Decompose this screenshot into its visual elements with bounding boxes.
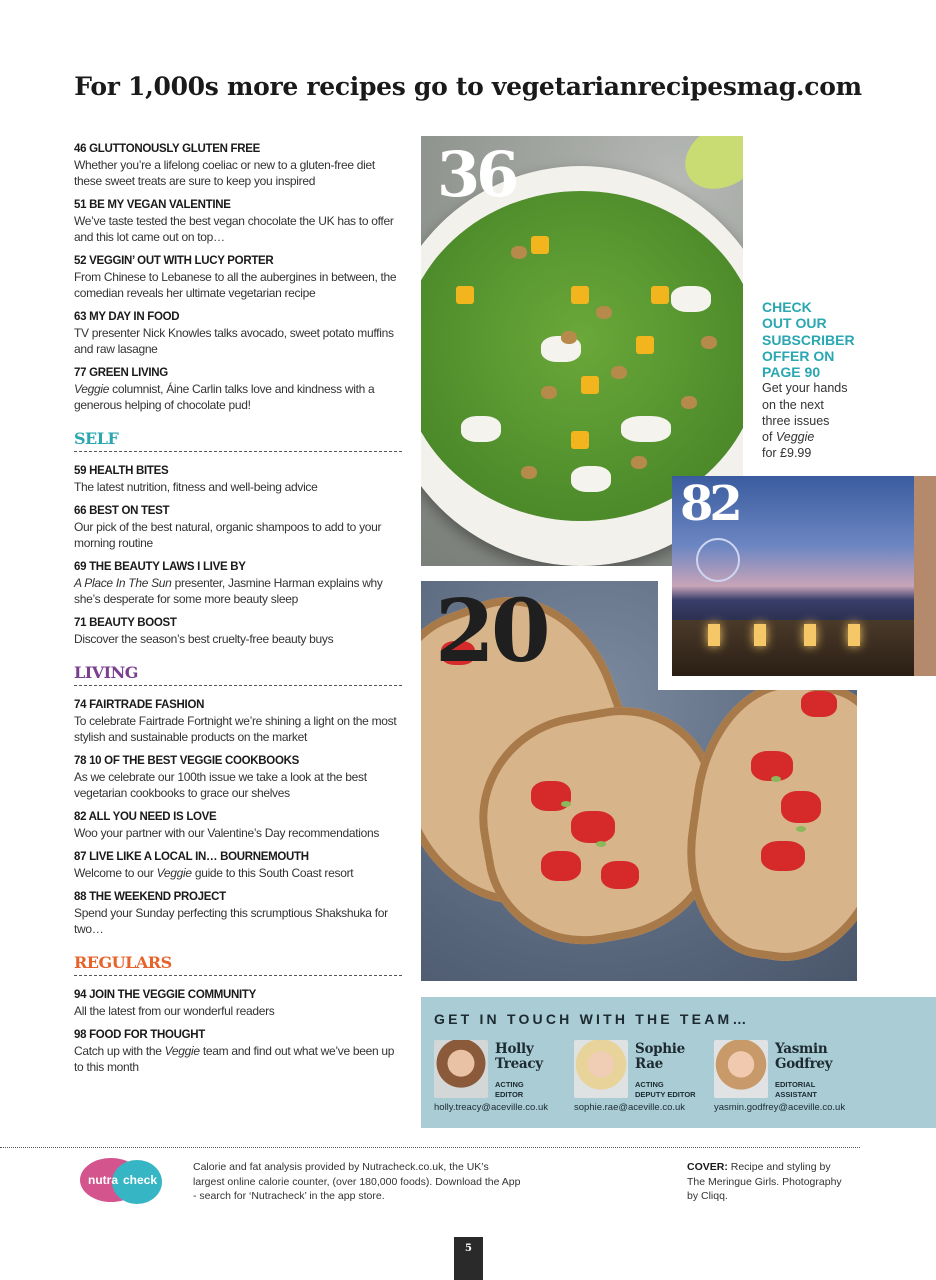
strawberry xyxy=(801,691,837,717)
logo-text-nutra: nutra xyxy=(88,1173,118,1187)
pumpkin-seed xyxy=(796,826,806,832)
entry-description: From Chinese to Lebanese to all the aubergines in between, the comedian reveals her ultimate vegetarian recipe xyxy=(74,270,397,300)
mango-cube xyxy=(636,336,654,354)
page-number-overlay: 20 xyxy=(435,581,547,682)
contents-entry[interactable] xyxy=(74,560,402,607)
avatar xyxy=(434,1040,488,1098)
entry-title: 46 GLUTTONOUSLY GLUTEN FREE xyxy=(74,143,260,155)
contents-entry[interactable] xyxy=(74,988,402,1019)
granola-piece xyxy=(561,331,577,344)
entry-title: 88 THE WEEKEND PROJECT xyxy=(74,891,226,903)
coconut-flake xyxy=(461,416,501,442)
contents-entry[interactable] xyxy=(74,810,402,841)
member-role: EDITORIAL ASSISTANT xyxy=(775,1080,817,1099)
promo-heading: CHECK OUT OUR SUBSCRIBER OFFER ON PAGE 90 xyxy=(762,299,855,381)
coconut-flake xyxy=(621,416,671,442)
entry-title: 52 VEGGIN’ OUT WITH LUCY PORTER xyxy=(74,255,274,267)
entry-description: A Place In The Sun presenter, Jasmine Harman explains why she’s desperate for some more beauty sleep xyxy=(74,576,383,606)
strawberry xyxy=(601,861,639,889)
lantern xyxy=(804,624,816,646)
strawberry xyxy=(571,811,615,843)
mango-cube xyxy=(581,376,599,394)
member-name: Holly Treacy xyxy=(495,1041,543,1072)
mango-cube xyxy=(571,431,589,449)
member-role: ACTING EDITOR xyxy=(495,1080,524,1099)
entry-description: Discover the season’s best cruelty-free beauty buys xyxy=(74,632,334,646)
mango-cube xyxy=(456,286,474,304)
granola-piece xyxy=(681,396,697,409)
pumpkin-seed xyxy=(771,776,781,782)
entry-title: 94 JOIN THE VEGGIE COMMUNITY xyxy=(74,989,257,1001)
granola-piece xyxy=(631,456,647,469)
entry-title: 98 FOOD FOR THOUGHT xyxy=(74,1029,206,1041)
member-name: Yasmin Godfrey xyxy=(775,1041,833,1072)
mango-cube xyxy=(651,286,669,304)
logo-text-check: check xyxy=(123,1173,158,1187)
granola-piece xyxy=(521,466,537,479)
page-number-overlay: 82 xyxy=(680,476,739,532)
entry-title: 78 10 OF THE BEST VEGGIE COOKBOOKS xyxy=(74,755,299,767)
contents-entry[interactable] xyxy=(74,754,402,801)
subscriber-promo[interactable] xyxy=(762,299,872,462)
entry-title: 51 BE MY VEGAN VALENTINE xyxy=(74,199,231,211)
member-email[interactable]: holly.treacy@aceville.co.uk xyxy=(434,1102,549,1113)
granola-piece xyxy=(596,306,612,319)
section-heading-regulars: REGULARS xyxy=(74,953,402,976)
entry-description: The latest nutrition, fitness and well-being advice xyxy=(74,480,318,494)
lantern xyxy=(848,624,860,646)
page-number: 5 xyxy=(454,1237,483,1280)
section-heading-living: LIVING xyxy=(74,663,402,686)
entry-title: 74 FAIRTRADE FASHION xyxy=(74,699,205,711)
section-heading-self: SELF xyxy=(74,429,402,452)
entry-description: We’ve taste tested the best vegan chocolate the UK has to offer and this lot came out on top… xyxy=(74,214,394,244)
entry-title: 59 HEALTH BITES xyxy=(74,465,169,477)
entry-title: 82 ALL YOU NEED IS LOVE xyxy=(74,811,217,823)
pumpkin-seed xyxy=(561,801,571,807)
entry-title: 69 THE BEAUTY LAWS I LIVE BY xyxy=(74,561,246,573)
member-email[interactable]: yasmin.godfrey@aceville.co.uk xyxy=(714,1102,846,1113)
granola-piece xyxy=(611,366,627,379)
contents-entry[interactable] xyxy=(74,142,402,189)
entry-description: All the latest from our wonderful readers xyxy=(74,1004,275,1018)
avatar xyxy=(574,1040,628,1098)
lantern xyxy=(754,624,766,646)
member-name: Sophie Rae xyxy=(635,1041,685,1072)
entry-description: TV presenter Nick Knowles talks avocado, sweet potato muffins and raw lasagne xyxy=(74,326,394,356)
page-number-overlay: 36 xyxy=(437,138,516,211)
granola-piece xyxy=(511,246,527,259)
entry-description: Veggie columnist, Áine Carlin talks love and kindness with a generous helping of chocolate pud! xyxy=(74,382,375,412)
page-headline: For 1,000s more recipes go to vegetarianrecipesmag.com xyxy=(74,72,862,101)
entry-title: 63 MY DAY IN FOOD xyxy=(74,311,180,323)
entry-description: Spend your Sunday perfecting this scrumptious Shakshuka for two… xyxy=(74,906,388,936)
contents-list xyxy=(74,142,402,1084)
strawberry xyxy=(781,791,821,823)
window-frame xyxy=(914,476,936,676)
team-contact-box xyxy=(421,997,936,1128)
contents-entry[interactable] xyxy=(74,254,402,301)
mango-cube xyxy=(531,236,549,254)
contents-entry[interactable] xyxy=(74,1028,402,1075)
entry-description: As we celebrate our 100th issue we take a look at the best vegetarian cookbooks to grace our shelves xyxy=(74,770,367,800)
mango-cube xyxy=(571,286,589,304)
granola-piece xyxy=(701,336,717,349)
lime-wedge xyxy=(673,136,743,202)
coconut-flake xyxy=(671,286,711,312)
pumpkin-seed xyxy=(596,841,606,847)
contents-entry[interactable] xyxy=(74,850,402,881)
contents-entry[interactable] xyxy=(74,310,402,357)
entry-description: To celebrate Fairtrade Fortnight we’re shining a light on the most stylish and sustainable products on the market xyxy=(74,714,397,744)
member-role: ACTING DEPUTY EDITOR xyxy=(635,1080,696,1099)
london-eye xyxy=(696,538,740,582)
entry-description: Our pick of the best natural, organic shampoos to add to your morning routine xyxy=(74,520,382,550)
entry-title: 77 GREEN LIVING xyxy=(74,367,168,379)
contents-entry[interactable] xyxy=(74,616,402,647)
strawberry xyxy=(541,851,581,881)
entry-description: Catch up with the Veggie team and find out what we’ve been up to this month xyxy=(74,1044,395,1074)
entry-description: Welcome to our Veggie guide to this South Coast resort xyxy=(74,866,354,880)
entry-title: 66 BEST ON TEST xyxy=(74,505,170,517)
nutracheck-logo[interactable] xyxy=(80,1158,162,1206)
team-title: GET IN TOUCH WITH THE TEAM… xyxy=(434,1011,750,1027)
entry-title: 71 BEAUTY BOOST xyxy=(74,617,177,629)
contents-entry[interactable] xyxy=(74,464,402,495)
photo-london-terrace[interactable] xyxy=(672,476,936,676)
avatar xyxy=(714,1040,768,1098)
contents-entry[interactable] xyxy=(74,504,402,551)
contents-entry[interactable] xyxy=(74,698,402,745)
member-email[interactable]: sophie.rae@aceville.co.uk xyxy=(574,1102,686,1113)
contents-entry[interactable] xyxy=(74,366,402,413)
granola-piece xyxy=(541,386,557,399)
footer-divider xyxy=(0,1147,860,1148)
cover-credit: COVER: Recipe and styling by The Meringue Girls. Photography by Cliqq. xyxy=(687,1161,842,1202)
contents-entry[interactable] xyxy=(74,890,402,937)
contents-entry[interactable] xyxy=(74,198,402,245)
entry-description: Whether you’re a lifelong coeliac or new to a gluten-free diet these sweet treats are sure to keep you inspired xyxy=(74,158,375,188)
promo-body: Get your hands on the next three issues of Veggie for £9.99 xyxy=(762,381,848,461)
entry-description: Woo your partner with our Valentine’s Day recommendations xyxy=(74,826,380,840)
entry-title: 87 LIVE LIKE A LOCAL IN… BOURNEMOUTH xyxy=(74,851,309,863)
strawberry xyxy=(761,841,805,871)
nutracheck-credit: Calorie and fat analysis provided by Nutracheck.co.uk, the UK’s largest online calorie counter, (over 180,000 foods). Download the App - search for ‘Nutracheck’ in the app store. xyxy=(193,1161,521,1202)
lantern xyxy=(708,624,720,646)
coconut-flake xyxy=(571,466,611,492)
